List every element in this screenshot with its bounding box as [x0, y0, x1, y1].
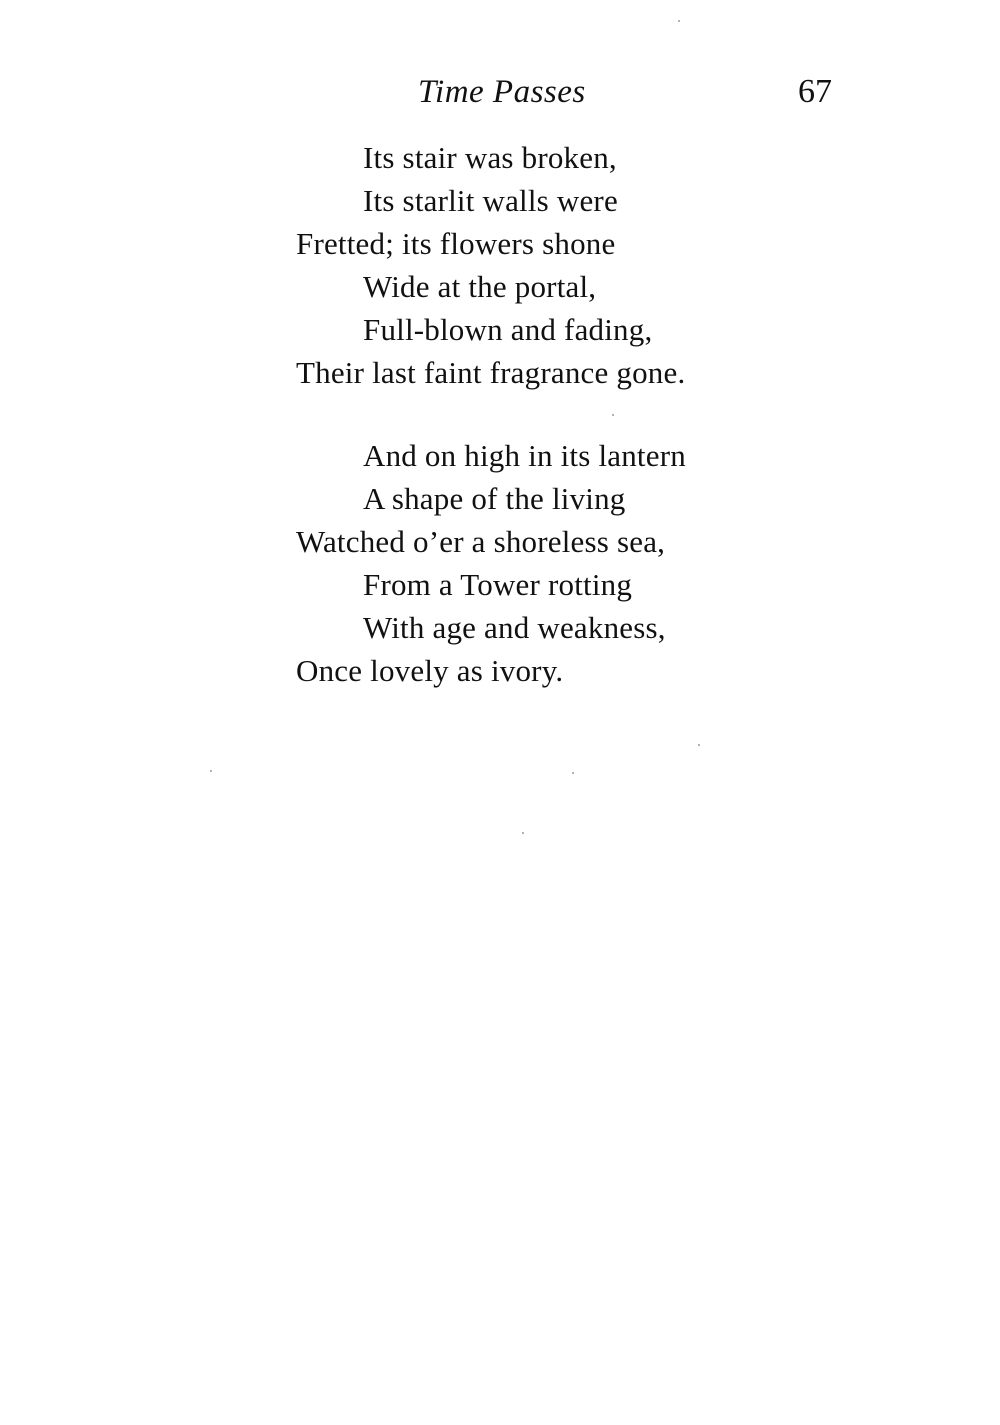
page-number: 67 [798, 73, 832, 110]
poem [296, 136, 856, 732]
scan-speck [698, 744, 700, 746]
running-title: Time Passes [418, 74, 586, 110]
poem-line: Wide at the portal, [363, 269, 597, 304]
scan-speck [678, 20, 680, 22]
stanza-1 [296, 136, 856, 394]
scan-speck [522, 832, 524, 834]
poem-line: With age and weakness, [363, 610, 666, 645]
scan-speck [572, 772, 574, 774]
poem-line: Their last faint fragrance gone. [296, 355, 686, 390]
running-head [0, 70, 1000, 114]
poem-line: From a Tower rotting [363, 567, 633, 602]
scan-speck [210, 770, 212, 772]
poem-line: Once lovely as ivory. [296, 653, 564, 688]
poem-line: Watched o’er a shoreless sea, [296, 524, 666, 559]
poem-line: Its stair was broken, [363, 140, 617, 175]
stanza-2 [296, 434, 856, 692]
poem-line: Fretted; its flowers shone [296, 226, 616, 261]
poem-line: A shape of the living [363, 481, 626, 516]
scan-speck [612, 414, 614, 416]
poem-line: And on high in its lantern [363, 438, 686, 473]
poem-line: Full-blown and fading, [363, 312, 653, 347]
poem-line: Its starlit walls were [363, 183, 618, 218]
